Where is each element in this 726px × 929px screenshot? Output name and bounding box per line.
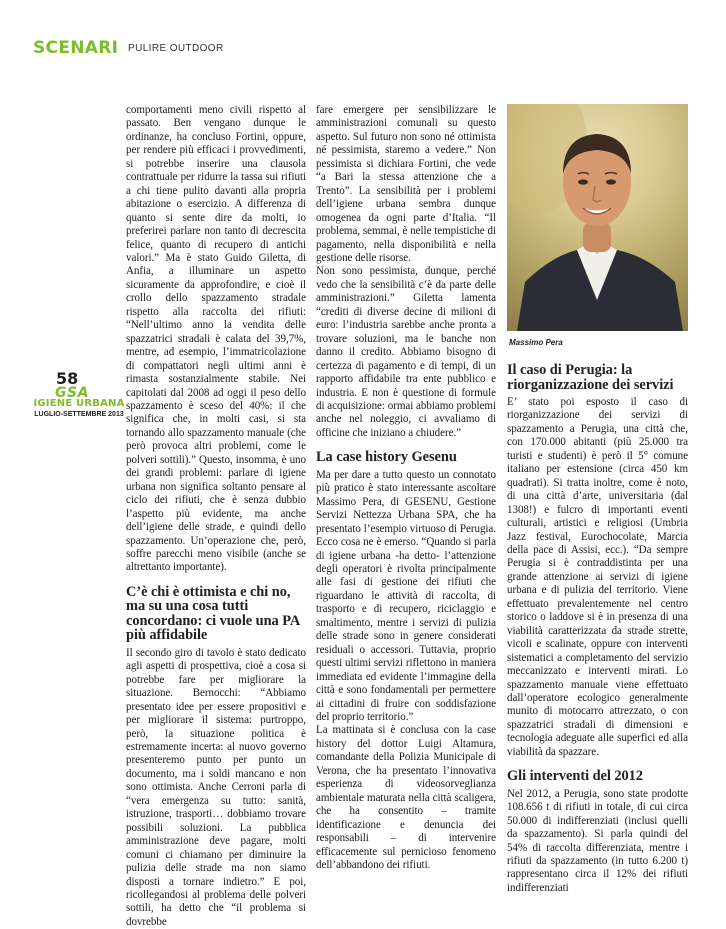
subheading: C’è chi è ottimista e chi no, ma su una cosa tutti concordano: ci vuole una PA più affidabile (126, 583, 300, 644)
paragraph: La mattinata si è conclusa con la case history del dottor Luigi Altamura, comandante della Polizia Municipale di Verona, che ha presentato l’innovativa esperienza di videosorveglianza ambientale maturata nella città scaligera, che ha consentito – tramite identificazione e denuncia dei responsabili – di intervenire efficacemente sul pernicioso fenomeno dell’abbandono dei rifiuti. (316, 724, 496, 871)
paragraph: Ma per dare a tutto questo un connotato più pratico è stato interessante ascoltare Massimo Pera, di GESENU, Gestione Servizi Nettezza Urbana SPA, che ha presentato l’esempio virtuoso di Perugia. Ecco cosa ne è emerso. “Quando si parla di igiene urbana -ha detto- l’attenzione degli operatori è rivolta principalmente alle fasi di gestione dei rifiuti che riguardano le attività di raccolta, di trasporto e di recupero, riciclaggio e smaltimento, mentre i servizi di pulizia delle strade sono in genere considerati residuali o accessori. Tuttavia, proprio questi ultimi servizi riflettono in maniera immediata ed evidente l’immagine della città e sono fondamentali per permettere ai cittadini di fruire con soddisfazione del proprio territorio.” (316, 468, 496, 723)
article-column-1 (126, 104, 306, 929)
paragraph: Il secondo giro di tavolo è stato dedicato agli aspetti di prospettiva, cioè a cosa si potrebbe fare per migliorare la situazione. Bernocchi: “Abbiamo presentato idee per essere propositivi e per migliorare il sistema: purtroppo, però, la situazione politica è estremamente incerta: al nuovo governo presenteremo punto per punto un documento, ma i soldi mancano e non sono ottimista. Anche Cerroni parla di “vera emergenza su tutto: sanità, istruzione, trasporti… dobbiamo trovare possibili soluzioni. La pubblica amministrazione deve pagare, molti comuni ci chiamano per diminuire la pulizia delle strade ma non siamo disposti a tornare indietro.” E poi, ricollegandosi al problema delle polveri sottili, ha detto che “il problema si dovrebbe (126, 646, 306, 928)
page-number: 58 (56, 369, 79, 388)
portrait-illustration (507, 104, 688, 331)
subheading: La case history Gesenu (316, 449, 457, 466)
paragraph: Non sono pessimista, dunque, perché vedo che la sensibilità c’è da parte delle amministrazioni.” Giletta lamenta “crediti di diverse decine di milioni di euro: l’industria sarebbe anche pronta a trovare soluzioni, ma le banche non danno il credito. Abbiamo bisogno di certezza di pagamento e di tempi, di un rapporto affidabile tra ente pubblico e industria. E non è questione di formule di acquisizione: ormai abbiamo problemi anche nel noleggio, ci avvaliamo di officine che iniziano a chiudere.” (316, 265, 496, 439)
paragraph: fare emergere per sensibilizzare le amministrazioni comunali su questo aspetto. Sul futuro non sono né ottimista né pessimista, staremo a vedere.” Non pessimista si dichiara Fortini, che vede “a Bari la stessa attenzione che a Trento”. La sensibilità per i problemi dell’igiene urbana sembra dunque omogenea da ogni parte d’Italia. “Il problema, semmai, è nelle tempistiche di pagamento, nella disponibilità e nella gestione delle risorse. (316, 104, 496, 264)
article-column-2 (316, 104, 496, 872)
paragraph: E’ stato poi esposto il caso di riorganizzazione dei servizi di spazzamento a Perugia, una città che, con 170.000 abitanti (più 25.000 tra turisti e studenti) è però il 5° comune italiano per estensione (circa 450 km quadrati). Si tratta inoltre, come è noto, di una città d’arte, universitaria (dal 1308!) e fulcro di importanti eventi culturali, artistici e religiosi (Umbria Jazz festival, Eurochocolate, Marcia della pace di Assisi, ecc.). “Da sempre Perugia si è contraddistinta per una grande attenzione ai servizi di igiene urbana e di pulizia del territorio. Viene effettuato prevalentemente nel centro storico o laddove si è in presenza di una viabilità caratterizzata da strade strette, vicoli e scalinate, oppure con interventi sistematici a completamento del servizio meccanizzato e interventi mirati. Lo spazzamento manuale viene effettuato dall’operatore ecologico generalmente munito di motocarro attrezzato, o con spazzatrici stradali di dimensioni e tecnologia adeguate alle superfici ed alla viabilità da spazzare. (507, 396, 688, 758)
paragraph: Nel 2012, a Perugia, sono state prodotte 108.656 t di rifiuti in totale, di cui circa 50.000 di indifferenziati (inclusi quelli da spazzamento). Si parla quindi del 54% di raccolta differenziata, mentre i rifiuti da spazzamento (in tutto 6.200 t) rappresentano circa il 12% dei rifiuti indifferenziati (507, 787, 688, 894)
portrait-photo (507, 104, 688, 331)
paragraph: comportamenti meno civili rispetto al passato. Ben vengano dunque le ordinanze, ha concluso Fortini, oppure, per rendere più efficaci i provvedimenti, si potrebbe inserire una clausola contrattuale per ridurre la tassa sui rifiuti a chi tiene pulito davanti alla propria abitazione o esercizio. A differenza di quanto si sente dire da molti, io preferirei parlare non tanto di decrescita felice, quanto di recupero di antichi valori.” Ma è stato Guido Giletta, di Anfia, a illuminare un aspetto sicuramente da approfondire, e cioè il crollo dello spazzamento stradale rispetto alla raccolta dei rifiuti: “Nell’ultimo anno la vendita delle spazzatrici stradali è calata del 39,7%, mentre, ad esempio, l’immatricolazione di compattatori negli ultimi anni è rimasta sostanzialmente stabile. Nei capitolati dal 2008 ad oggi il peso dello spazzamento è sceso del 40%: il che significa che, in molti casi, si sta tornando allo spazzamento manuale (che però provoca altri problemi, come le polveri sottili).” Questo, insomma, è uno dei grandi problemi: parlare di igiene urbana non significa soltanto pensare al ciclo dei rifiuti, che è senza dubbio l’aspetto più evidente, ma anche dell’igiene delle strade, e quindi dello spazzamento. Un’operazione che, però, soffre parecchi meno visibile (anche se altrettanto importante). (126, 104, 306, 574)
subheading: Gli interventi del 2012 (507, 768, 643, 785)
magazine-name: IGIENE URBANA (33, 398, 125, 409)
rubric-label: PULIRE OUTDOOR (128, 43, 224, 54)
subheading: Il caso di Perugia: la riorganizzazione dei servizi (507, 362, 674, 393)
article-column-3 (507, 363, 688, 895)
photo-caption: Massimo Pera (509, 338, 563, 347)
section-label: SCENARI (33, 38, 119, 58)
gsa-logo: GSA (55, 385, 89, 401)
issue-date: LUGLIO-SETTEMBRE 2013 (34, 411, 124, 418)
